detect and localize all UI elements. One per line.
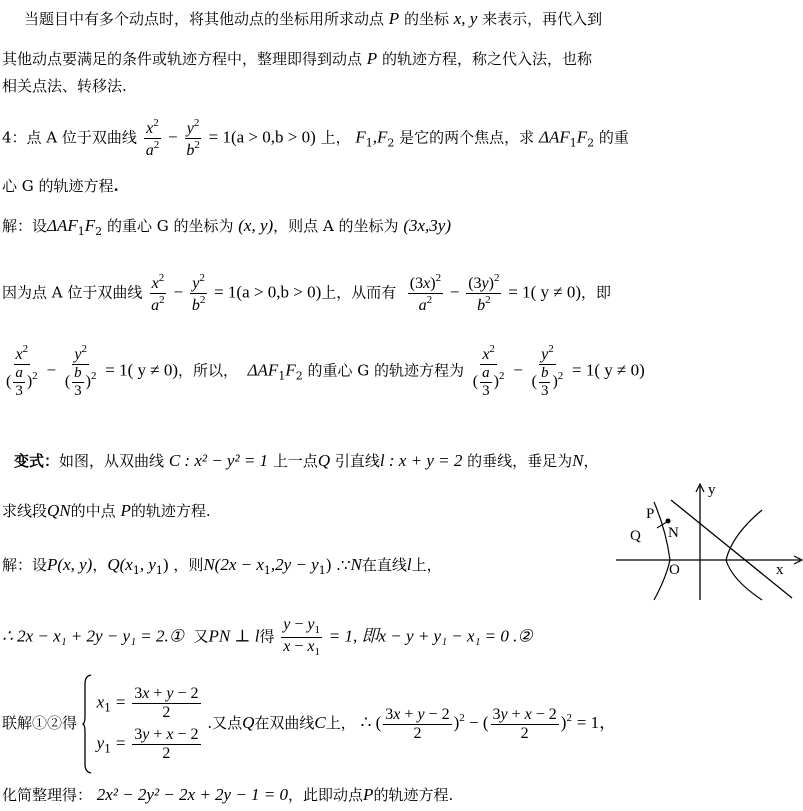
intro-line-2: 其他动点要满足的条件或轨迹方程中，整理即得到动点 P 的轨迹方程，称之代入法，也称 xyxy=(2,49,592,68)
variant-line-2: 求线段QN的中点 P的轨迹方程. xyxy=(2,501,211,520)
solution-line-2: 因为点 A 位于双曲线 $\frac{x^2}{a^2}$ − $\frac{y^2}{b^2}$ = 1(a > 0,b > 0)上，从而有 $\frac{(3x)^2}{a^2}$ − $\frac{(3y)^2}{b^2}$ = 1( y ≠ 0)，即 xyxy=(2,272,612,314)
hyperbola-right-branch xyxy=(726,510,762,600)
variant-line-1: 变式：如图，从双曲线 C : x² − y² = 1 上一点Q 引直线l : x + y = 2 的垂线，垂足为N， xyxy=(14,451,599,470)
example-4-line-2: 心 G 的轨迹方程. xyxy=(2,177,119,195)
solution-line-1: 解：设$\Delta AF_1F_2$ 的重心 G 的坐标为 (x, y)，则点 A 的坐标为 (3x,3y) xyxy=(2,216,451,238)
solution-line-3: $x^2$ ( $\frac{a}{3}$ )$^2$ − $y^2$ ( $\frac{b}{3}$ )$^2$ = 1( y ≠ 0)，所以， $\Delta AF_1F_2$ 的重心 G 的轨迹方程为 $x^2$ ( $\frac{a}{3}$ )$^2$ − $y^2$ ( $\frac{b}{3}$ )$^2$ = 1( y ≠ 0) xyxy=(6,343,645,399)
example-4-line-1: 4：点 A 位于双曲线 $\frac{x^2}{a^2}$ − $\frac{y^2}{b^2}$ = 1(a > 0,b > 0) 上， $F_1,F_2$ 是它的两个焦点，求 $\Delta AF_1F_2$ 的重 xyxy=(2,117,629,159)
solution2-final: 化简整理得： 2x² − 2y² − 2x + 2y − 1 = 0，此即动点P的轨迹方程. xyxy=(2,785,454,804)
solution2-line-2: ∴ 2x − x₁ + 2y − y₁ = 2.① 又PN ⊥ l得 $\frac{y - y_1}{x - x_1}$ = 1, 即x − y + y₁ − x₁ = 0 .② xyxy=(2,616,533,658)
hyperbola-left-branch xyxy=(654,502,670,600)
intro-line-1: 当题目中有多个动点时，将其他动点的坐标用所求动点 P 的坐标 x, y 来表示，再代入到 xyxy=(24,9,603,28)
label-y: y xyxy=(708,482,716,498)
label-origin: O xyxy=(669,562,680,578)
point-p-dot xyxy=(666,519,671,524)
hyperbola-figure xyxy=(614,480,803,605)
left-brace-icon xyxy=(82,674,92,774)
label-q: Q xyxy=(630,528,641,544)
label-n: N xyxy=(668,525,679,541)
line-l xyxy=(671,500,792,598)
solution2-line-1: 解：设P(x, y)，$Q(x_1$, $y_1$) ，则$N(2x - x_1,2y - y_1)$ .∵N在直线l上， xyxy=(2,555,442,577)
label-p: P xyxy=(646,506,655,522)
label-x: x xyxy=(776,562,784,578)
solution2-line-3: 联解①②得 $x_1$ = $\frac{3x + y - 2}{2}$ $y_1$ = $\frac{3y + x - 2}{2}$ .又点Q在双曲线C上， ∴ ( $\frac{3x + y - 2}{2}$ )$^2$ − ( $\frac{3y + x - 2}{2}$ )$^2$ = 1， xyxy=(2,674,616,774)
intro-line-3: 相关点法、转移法. xyxy=(2,77,127,95)
